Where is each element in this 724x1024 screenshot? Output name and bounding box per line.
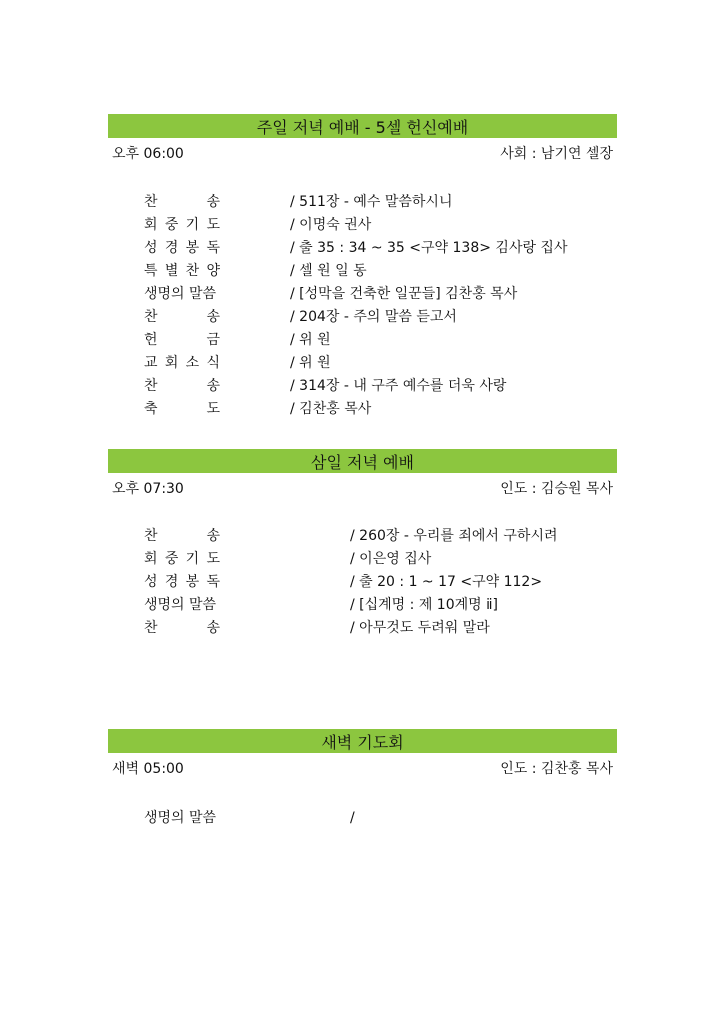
list-item [108, 260, 617, 283]
item-label [144, 214, 220, 237]
label-char: 성 [144, 574, 158, 590]
service-time: 오후 07:30 [112, 481, 184, 497]
label-char: 기 [185, 551, 200, 567]
label-char: 금 [206, 332, 220, 348]
item-label [144, 352, 220, 375]
item-label: 생명의 말씀 [144, 597, 217, 613]
list-item [108, 398, 617, 421]
label-char: 회 [164, 355, 179, 371]
item-value: / 511장 - 예수 말씀하시니 [290, 194, 453, 210]
label-char: 봉 [185, 574, 200, 590]
list-item [108, 617, 617, 640]
label-char: 도 [206, 217, 220, 233]
list-item [108, 237, 617, 260]
item-label [144, 398, 220, 421]
label-char: 식 [206, 355, 220, 371]
item-label [144, 375, 220, 398]
list-item [108, 594, 617, 617]
label-char: 찬 [185, 263, 200, 279]
wednesday-evening-service-section [108, 449, 617, 640]
order-of-service [108, 807, 617, 830]
label-char: 봉 [185, 240, 200, 256]
order-of-service [108, 191, 617, 421]
label-char: 중 [164, 551, 179, 567]
label-char: 송 [206, 528, 220, 544]
service-time: 새벽 05:00 [112, 761, 184, 777]
item-value: / 아무것도 두려워 말라 [350, 620, 490, 636]
label-char: 송 [206, 194, 220, 210]
label-char: 찬 [144, 378, 158, 394]
section-meta [108, 759, 617, 779]
service-time: 오후 06:00 [112, 146, 184, 162]
label-char: 찬 [144, 528, 158, 544]
section-meta [108, 144, 617, 164]
label-char: 경 [164, 574, 179, 590]
label-char: 기 [185, 217, 200, 233]
item-label [144, 525, 220, 548]
label-char: 회 [144, 551, 158, 567]
label-char: 독 [206, 240, 220, 256]
item-label [144, 548, 220, 571]
list-item [108, 525, 617, 548]
label-char: 소 [185, 355, 200, 371]
label-char: 양 [206, 263, 220, 279]
label-char: 축 [144, 401, 158, 417]
order-of-service [108, 525, 617, 640]
label-char: 도 [206, 401, 220, 417]
section-title: 주일 저녁 예배 - 5셀 헌신예배 [108, 114, 617, 138]
item-value: / 314장 - 내 구주 예수를 더욱 사랑 [290, 378, 507, 394]
list-item [108, 329, 617, 352]
item-value: / [350, 810, 355, 826]
label-char: 찬 [144, 309, 158, 325]
section-title: 삼일 저녁 예배 [108, 449, 617, 473]
label-char: 독 [206, 574, 220, 590]
list-item [108, 191, 617, 214]
section-meta [108, 479, 617, 499]
item-value: / 이명숙 권사 [290, 217, 372, 233]
item-value: / [십계명 : 제 10계명 ⅱ] [350, 597, 498, 613]
item-label [144, 306, 220, 329]
section-title: 새벽 기도회 [108, 729, 617, 753]
item-label [144, 260, 220, 283]
item-value: / 위 원 [290, 355, 331, 371]
item-label [144, 191, 220, 214]
label-char: 송 [206, 620, 220, 636]
item-value: / 출 35 : 34 ~ 35 <구약 138> 김사랑 집사 [290, 240, 568, 256]
sunday-evening-service-section [108, 114, 617, 421]
list-item [108, 548, 617, 571]
item-label [144, 617, 220, 640]
label-char: 송 [206, 378, 220, 394]
list-item [108, 807, 617, 830]
label-char: 도 [206, 551, 220, 567]
label-char: 헌 [144, 332, 158, 348]
item-label [144, 329, 220, 352]
item-label [144, 571, 220, 594]
item-value: / 출 20 : 1 ~ 17 <구약 112> [350, 574, 543, 590]
item-value: / [성막을 건축한 일꾼들] 김찬홍 목사 [290, 286, 518, 302]
item-value: / 이은영 집사 [350, 551, 432, 567]
list-item [108, 352, 617, 375]
list-item [108, 214, 617, 237]
service-leader: 사회 : 남기연 셀장 [500, 146, 613, 162]
label-char: 경 [164, 240, 179, 256]
item-label [144, 237, 220, 260]
label-char: 중 [164, 217, 179, 233]
item-label: 생명의 말씀 [144, 810, 217, 826]
item-value: / 김찬홍 목사 [290, 401, 372, 417]
label-char: 송 [206, 309, 220, 325]
item-label: 생명의 말씀 [144, 286, 217, 302]
label-char: 교 [144, 355, 158, 371]
label-char: 찬 [144, 194, 158, 210]
item-value: / 260장 - 우리를 죄에서 구하시려 [350, 528, 558, 544]
list-item [108, 571, 617, 594]
label-char: 성 [144, 240, 158, 256]
label-char: 별 [164, 263, 179, 279]
item-value: / 204장 - 주의 말씀 듣고서 [290, 309, 457, 325]
item-value: / 위 원 [290, 332, 331, 348]
service-leader: 인도 : 김찬홍 목사 [500, 761, 613, 777]
item-value: / 셀 원 일 동 [290, 263, 367, 279]
list-item [108, 306, 617, 329]
list-item [108, 375, 617, 398]
list-item [108, 283, 617, 306]
service-leader: 인도 : 김승원 목사 [500, 481, 613, 497]
label-char: 찬 [144, 620, 158, 636]
label-char: 특 [144, 263, 158, 279]
label-char: 회 [144, 217, 158, 233]
dawn-prayer-section [108, 729, 617, 830]
